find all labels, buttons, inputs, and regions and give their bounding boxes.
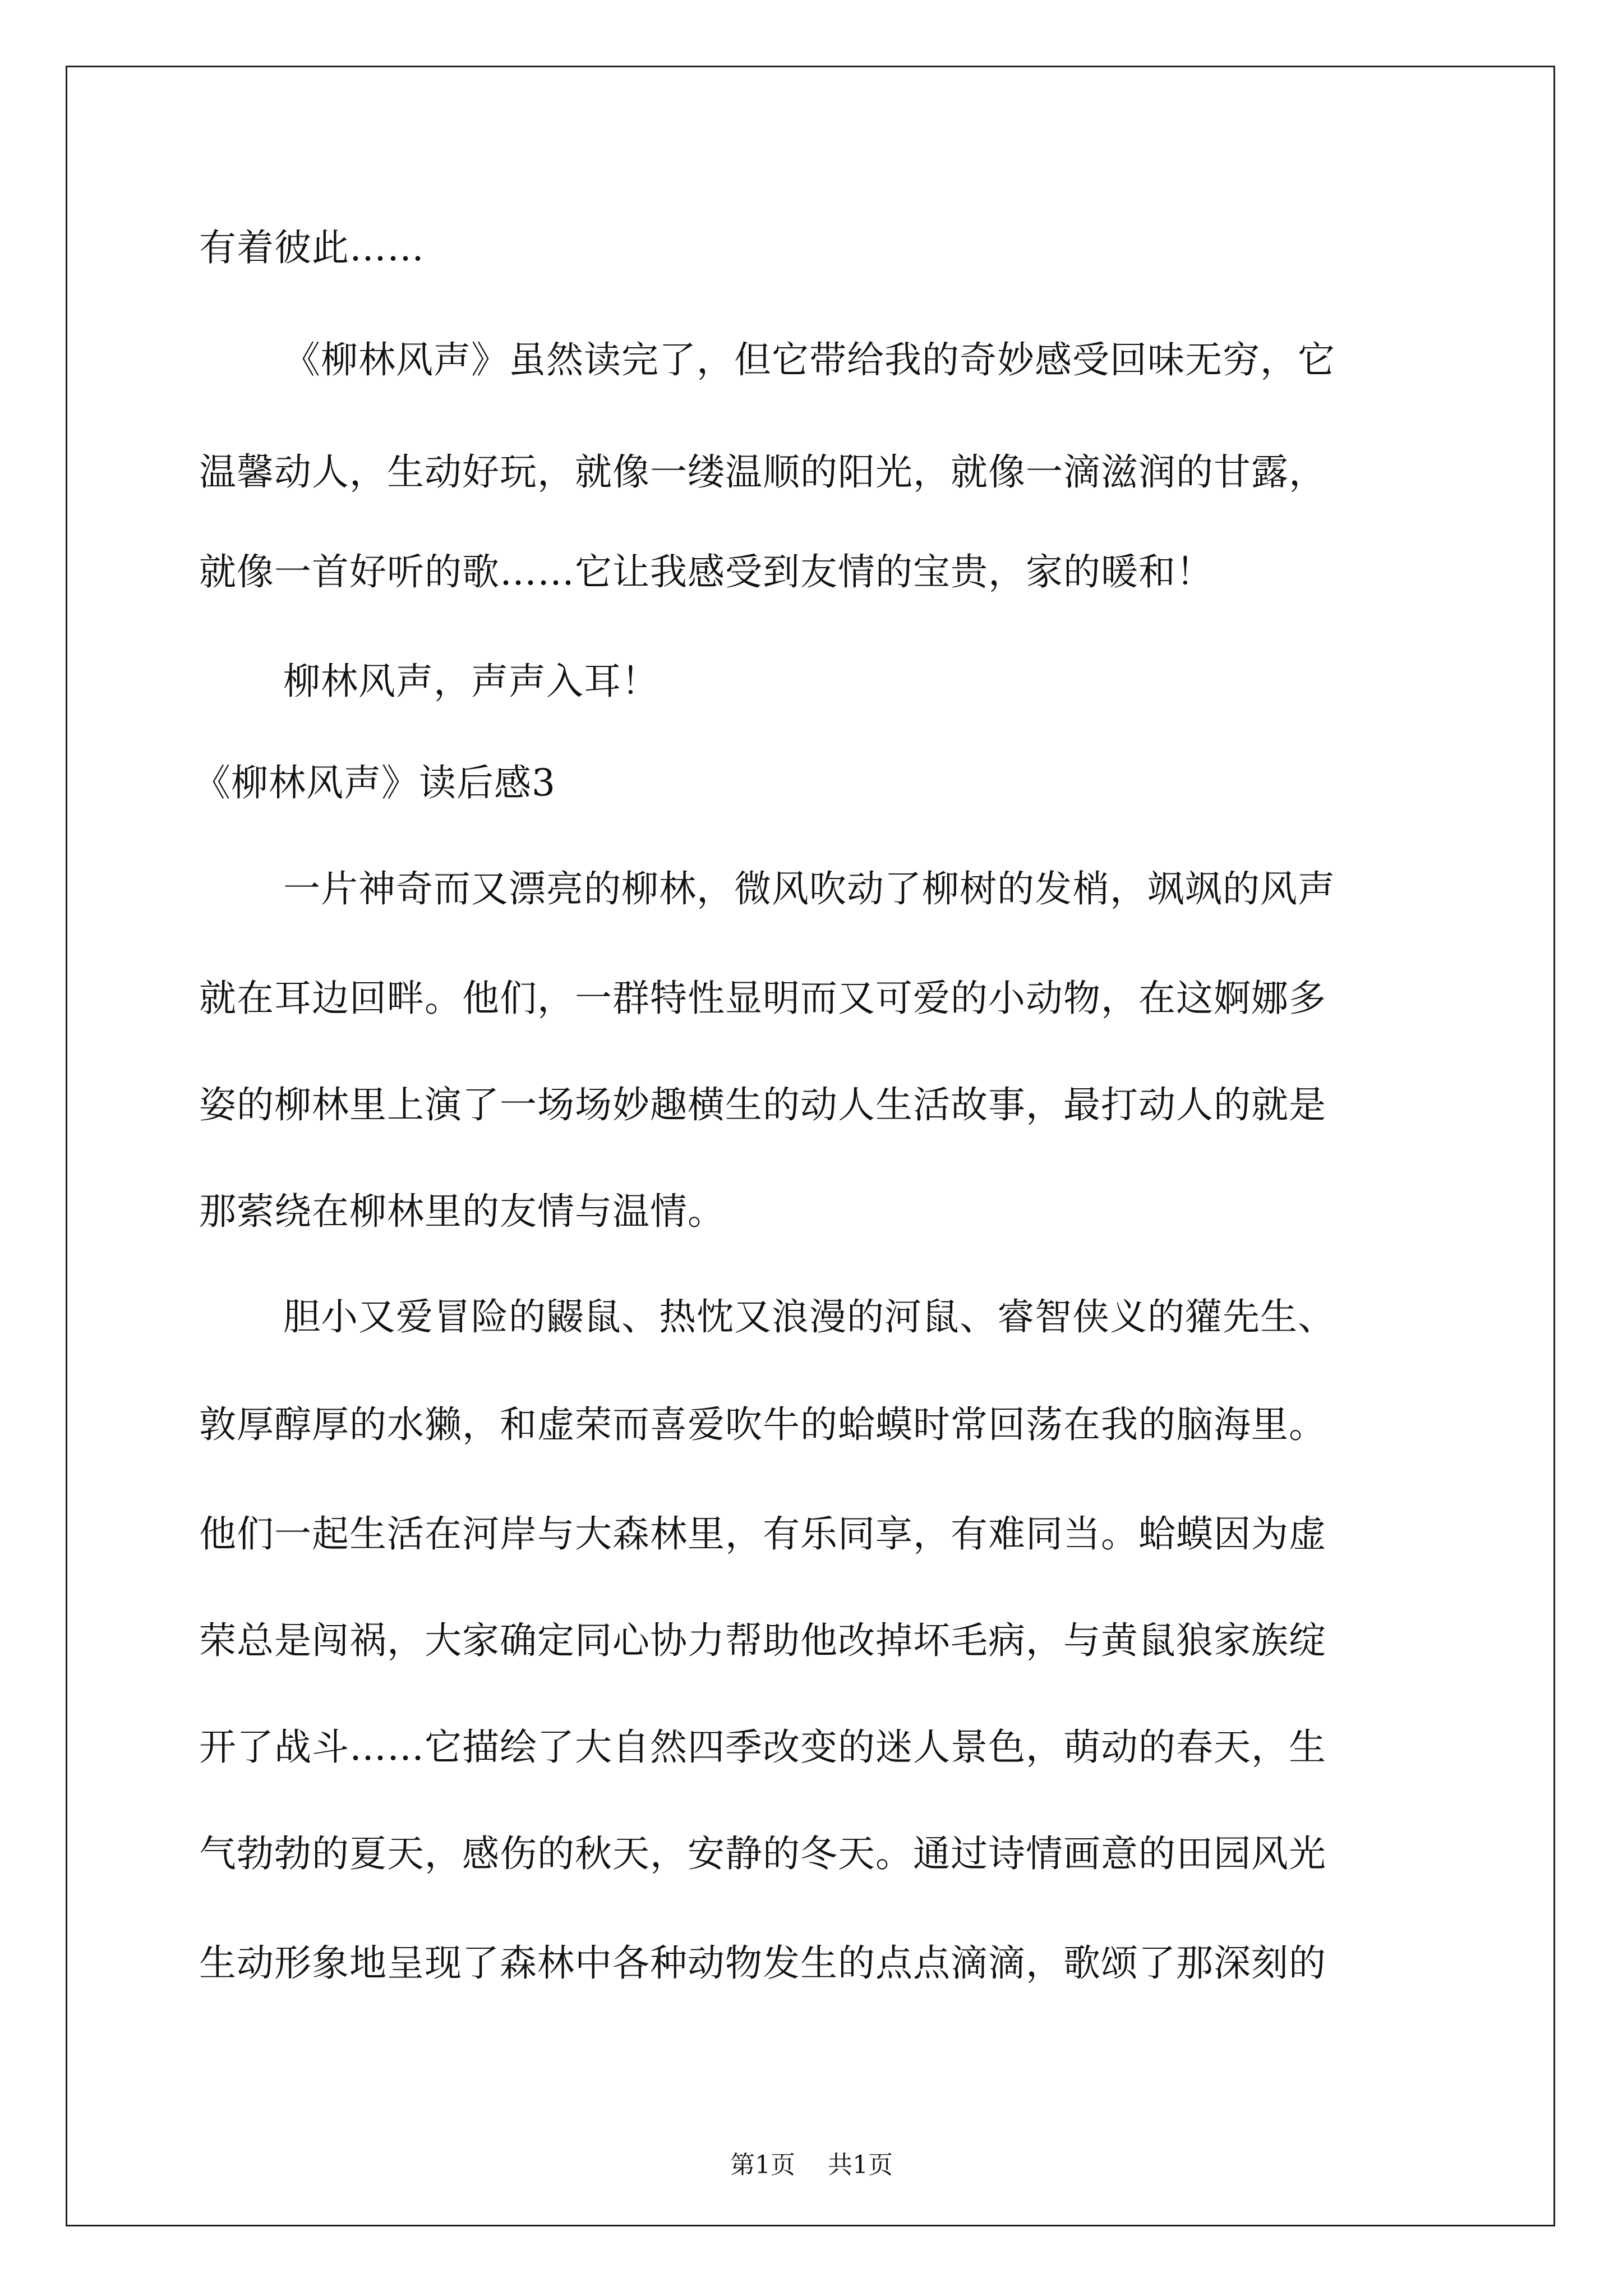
text-line: 温馨动人，生动好玩，就像一缕温顺的阳光，就像一滴滋润的甘露， — [199, 450, 1326, 494]
page-border — [66, 66, 1555, 2226]
text-line: 有着彼此…… — [199, 226, 425, 269]
section-heading: 《柳林风声》读后感3 — [193, 761, 556, 804]
paragraph-line: 一片神奇而又漂亮的柳林，微风吹动了柳树的发梢，飒飒的风声 — [283, 867, 1335, 910]
text-line: 气勃勃的夏天，感伤的秋天，安静的冬天。通过诗情画意的田园风光 — [199, 1832, 1326, 1875]
paragraph-line: 柳林风声，声声入耳！ — [283, 660, 659, 703]
text-line: 就在耳边回畔。他们，一群特性显明而又可爱的小动物，在这婀娜多 — [199, 977, 1326, 1020]
page-footer — [0, 2150, 1623, 2181]
paragraph-line: 胆小又爱冒险的鼹鼠、热忱又浪漫的河鼠、睿智侠义的獾先生、 — [283, 1295, 1335, 1338]
text-line: 那萦绕在柳林里的友情与温情。 — [199, 1190, 725, 1233]
text-line: 敦厚醇厚的水獭，和虚荣而喜爱吹牛的蛤蟆时常回荡在我的脑海里。 — [199, 1403, 1326, 1446]
text-line: 生动形象地呈现了森林中各种动物发生的点点滴滴，歌颂了那深刻的 — [199, 1941, 1326, 1985]
page-number: 第1页 — [730, 2151, 795, 2179]
text-line: 他们一起生活在河岸与大森林里，有乐同享，有难同当。蛤蟆因为虚 — [199, 1512, 1326, 1556]
text-line: 开了战斗……它描绘了大自然四季改变的迷人景色，萌动的春天，生 — [199, 1726, 1326, 1769]
paragraph-line: 《柳林风声》虽然读完了，但它带给我的奇妙感受回味无穷，它 — [283, 338, 1335, 381]
page-total: 共1页 — [828, 2151, 893, 2179]
text-line: 就像一首好听的歌……它让我感受到友情的宝贵，家的暖和！ — [199, 550, 1214, 593]
text-line: 荣总是闯祸，大家确定同心协力帮助他改掉坏毛病，与黄鼠狼家族绽 — [199, 1619, 1326, 1662]
text-line: 姿的柳林里上演了一场场妙趣横生的动人生活故事，最打动人的就是 — [199, 1083, 1326, 1126]
